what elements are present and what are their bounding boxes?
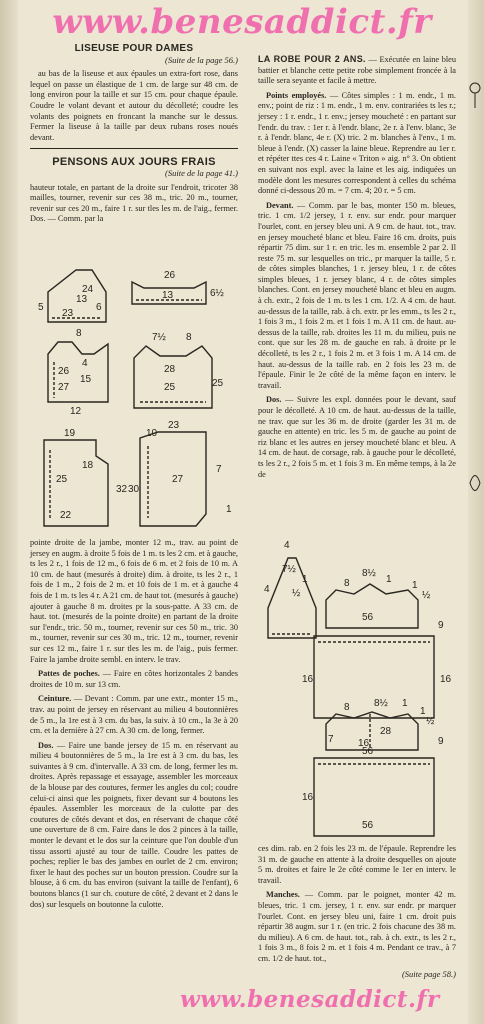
poches-label: Pattes de poches. <box>38 669 100 679</box>
dim-label: 23 <box>62 308 74 319</box>
flower-doodle-icon <box>468 80 482 110</box>
dim-label: 5 <box>38 302 44 313</box>
back-piece <box>134 346 212 408</box>
dim-label: 4 <box>264 584 270 595</box>
continued-note: (Suite page 58.) <box>401 968 456 979</box>
dim-label: 15 <box>80 374 92 385</box>
dim-label: ½ <box>422 590 431 601</box>
dim-label: 8½ <box>362 568 376 579</box>
dim-label: 16 <box>440 674 452 685</box>
watermark-bottom: www.benesaddict.fr <box>180 986 440 1013</box>
dim-label: 28 <box>164 364 176 375</box>
dim-label: 12 <box>70 406 82 417</box>
dim-label: 56 <box>362 820 374 831</box>
dim-label: 10 <box>146 428 158 439</box>
left-column-lower <box>30 538 238 914</box>
poches-text: — Faire en côtes horizontales 2 bandes droites de 10 m. sur 13 cm. <box>30 669 238 689</box>
dim-label: 6½ <box>210 288 224 299</box>
dim-label: 7 <box>216 464 222 475</box>
pensons-text: hauteur totale, en partant de la droite sur l'endroit, tricoter 38 mailles, tourner, revenir sur ces 38 m., tric. 20 m., tourner, revenir sur ces 20 m., faire 1 r. sur tles les m. de l'aig., fermer. Dos. — Comm. par la <box>30 182 238 224</box>
points-label: Points employés. <box>266 90 327 100</box>
dim-label: 25 <box>164 382 176 393</box>
dim-label: 8 <box>76 328 82 339</box>
dim-label: 32 <box>116 484 128 495</box>
dim-label: 13 <box>162 290 174 301</box>
dim-label: 30 <box>128 484 140 495</box>
dim-label: 25 <box>212 378 224 389</box>
pensons-subtitle: (Suite de la page 41.) <box>165 167 238 178</box>
dim-label: 8 <box>186 332 192 343</box>
dim-label: 9 <box>438 620 444 631</box>
dim-label: 9 <box>438 736 444 747</box>
dim-label: 7½ <box>152 332 166 343</box>
devant-text: — Comm. par le bas, monter 150 m. bleues, tric. 1 cm. 1/2 jersey, 1 r. env. sur endr. pour marquer l'ourlet, cont. en jersey bleu uni. A 9 cm. de haut. tot., trav. en jersey moucheté blanc et bleu. Faire 16 cm. droits, puis répartir 75 dim. sur 1 r. en tric. les m. ensemble 2 par 2. Il reste 75 m. sur lesquelles on tric., pr marquer la taille, 5 r. de côtes simples blanches, 1 r. jersey bleu, 1 r. de côtes simples bleues, 1 r. jersey blanc, 4 r. de côtes simples blanches. Cont. en jersey moucheté blanc et bleu en augm. à ch. extr., 2 fois de 1 m. ts les 1 cm. 1/2. A 4 cm. de haut. au-dessus de la taille, rab. à ch. extr. pr les emm., ts les 2 r., 1 fois 3 m., 1 fois 2 m. et 1 fois 1 m. A 11 cm. de haut. au-dessus de la taille, rab. droites les 11 m. du milieu, puis ne cont. que sur les 28 m. de gauche en rab. à droite pr le décolleté, ts les 2 r., 1 fois 2 m. et 3 fois 1 m. A 14 cm. de haut. au-dessus de la taille rab. en 2 fois les 23 m. de l'épaule. Finir le 2e côté de la même façon en interv. le travail. <box>258 200 457 390</box>
dim-label: 1 <box>302 574 308 585</box>
dim-label: 4 <box>284 540 290 551</box>
liseuse-title: LISEUSE POUR DAMES <box>74 43 194 54</box>
dim-label: 27 <box>172 474 184 485</box>
front-piece <box>48 342 108 402</box>
robe-dos-text: — Suivre les expl. données pour le devant, sauf pour le décolleté. A 10 cm. de haut. au-dessus de la taille, ne trav. que sur les 36 m. de droite (garder les 31 m. de gauche en attente) en tric. les 5 m. de gauche au point de riz blanc et les autres en jersey moucheté blanc et bleu. A 14 cm. de haut. de corsage, rab. à gauche pour le décolleté, ts les 2 r., 2 fois 5 m. et 1 fois 3 m. En même temps, à la 2e de <box>258 395 456 479</box>
dim-label: 8½ <box>374 698 388 709</box>
liseuse-subtitle: (Suite de la page 56.) <box>165 54 238 65</box>
page-edge-left <box>0 0 18 1024</box>
right-column <box>258 54 456 484</box>
pensons-pattern-diagram <box>36 262 236 536</box>
section-divider <box>30 148 238 149</box>
ornament-icon <box>468 468 482 498</box>
robe-intro: — Exécutée en laine bleu battier et blanche cette petite robe simplement froncée à la taille sera seyante et facile à mettre. <box>258 55 457 86</box>
dim-label: 7 <box>328 734 334 745</box>
manches-text: — Comm. par le poignet, monter 42 m. bleues, tric. 1 cm. jersey, 1 r. env. sur endr. pr marquer l'ourlet. Cont. en jersey bleu uni, faire 1 cm. droit puis répartir 38 augm. sur 1 r. (en tric. 2 fois chacune des 38 m. du milieu). A 6 cm. de haut. tot., rab. à ch. extr., ts les 2 r., 1 fois 3 m., 8 fois 2 m. et 1 fois 4 m. Pendant ce trav., à 7 cm. 1/2 de haut. tot., <box>258 890 456 963</box>
left-column <box>30 44 238 229</box>
dim-label: 16 <box>302 792 314 803</box>
robe-dos-label: Dos. <box>266 395 282 405</box>
dim-label: 6 <box>96 302 102 313</box>
watermark-top: www.benesaddict.fr <box>52 2 432 42</box>
dim-label: 8 <box>344 702 350 713</box>
liseuse-text: au bas de la liseuse et aux épaules un extra-fort rose, dans lequel on passe un élastique de 1 cm. de large sur 48 cm. de long environ pour la taille et sur 15 cm. pour chaque épaule. Coudre le volant devant et autour du décolleté; coudre les volants des poignets en froncant la manche sur le dessus. Fermer la liseuse à la taille par deux rubans roses noués devant. <box>30 69 238 142</box>
dim-label: 1 <box>386 574 392 585</box>
dim-label: 1 <box>402 698 408 709</box>
dim-label: 25 <box>56 474 68 485</box>
dim-label: 16 <box>358 738 370 749</box>
points-text: — Côtes simples : 1 m. endr., 1 m. env.; point de riz : 1 m. endr., 1 m. env. contrariées ts les r.; jersey : 1 r. endr., 1 r. env.; jersey moucheté : en partant sur l'endr. du trav. : 1er r. à l'endr. blanc, 2e r. à l'env. blanc, 3e r. à l'endr. blanc, 4e r. (X) tric. 2 m. blanches à l'env., 1 m. bleue à l'endr. (X) casser la laine bleue. Reprendre au 1er r. et répéter ttes ces 4 r. Laine « Triton » aig. n° 3. On obtient en suivant nos expl. avec la laine et les aig. indiquées un modèle dont les mesures correspondent à celles du schéma donné ci-dessous 20 m. = 7 cm. 4; 20 r. = 5 cm. <box>258 90 457 196</box>
dos-text: — Faire une bande jersey de 15 m. en réservant au milieu 4 boutonnières de 5 m., la 1re est à 3 cm. du bas, les suivantes à 9 cm. d'intervalle. A 33 cm. de long, fermer les m. droites. Après repassage et essayage, assembler les morceaux de la blouse par des coutures, fermer les angles du col; coudre celui-ci ainsi que les poignets, fixer devant sur 4 boutons les épaules. Assembler les morceaux de la culotte par des coutures de côtés devant et dos, en réservant de chaque côté une ouverture de 8 cm. Faire dans le dos 2 pinces à la taille, monter le devant et le dos sur la ceinture que l'on double d'un tissu assorti ajusté au tour de taille. Coudre les pattes de poches; replier le bas des jambes en ourlet de 2 cm. environ; fixer le haut des poches sur un bouton pression. Coudre sur la blouse, à 6 cm. du bas environ (suivant la taille de l'enfant), 6 boutons blancs (1 sur ch. couture de côté, 2 devant et 2 dans le dos) sur lesquels on boutonne la culotte. <box>30 740 238 909</box>
dim-label: 19 <box>64 428 76 439</box>
dim-label: 4 <box>82 358 88 369</box>
dim-label: 7½ <box>282 564 296 575</box>
dim-label: ½ <box>426 716 435 727</box>
dim-label: 22 <box>60 510 72 521</box>
pensons-text-2: pointe droite de la jambe, monter 12 m., trav. au point de jersey en augm. à droite 5 fois de 1 m. ts les 2 cm. et à gauche, ts les 2 r., 1 fois de 12 m., 6 fois de 6 m. et 2 fois de 10 m. A 10 cm. de haut (mesurés à droite) dim. à droite, ts les 2 r., 1 fois de 1 m., 2 fois de 2 m. et 10 fois de 1 m. et à gauche 4 fois de 1 m. ts les 4 r. A 21 cm. de haut tot. (mesurés à gauche) ajouter à gauche 8 m. droites pr la sous-patte. A 33 cm. de haut. tot. (mesurés de la pointe droite) en partant de la droite sur l'endr., tric. 50 m., tourner, revenir sur ces 50 m., tric. 30 m., tourner, revenir sur ces 30 m., tric. 12 m., tourner, revenir sur ces 12 m., faire 1 r. sur tles les m. de l'aig., puis fermer. Faire la jambe droite sembl. en interv. le trav. <box>30 538 238 664</box>
devant-label: Devant. <box>266 200 294 210</box>
dim-label: 1 <box>226 504 232 515</box>
dim-label: 56 <box>362 746 374 757</box>
dim-label: ½ <box>292 588 301 599</box>
dim-label: 28 <box>380 726 392 737</box>
dim-label: 56 <box>362 612 374 623</box>
dos-label: Dos. <box>38 740 54 750</box>
robe-end-text: ces dim. rab. en 2 fois les 23 m. de l'épaule. Reprendre les 31 m. de gauche en attente à la droite desquelles on ajoute 5 m. droites et faire le 2e côté comme le 1er en interv. le travail. <box>258 844 456 885</box>
robe-pattern-diagram <box>262 538 452 838</box>
dim-label: 18 <box>82 460 94 471</box>
pensons-title: PENSONS AUX JOURS FRAIS <box>52 156 216 169</box>
dim-label: 16 <box>302 674 314 685</box>
dim-label: 23 <box>168 420 180 431</box>
manches-label: Manches. <box>266 890 300 900</box>
ceinture-text: — Devant : Comm. par une extr., monter 15 m., trav. au point de jersey en réservant au milieu 4 boutonnières de 5 m., la 1re est à 3 cm. du bas, la suiv. à 10 cm., la 3e à 20 cm. et la dernière à 27 cm. A 30 cm. de long, fermer. <box>30 694 238 736</box>
dim-label: 26 <box>164 270 176 281</box>
dim-label: 1 <box>420 706 426 717</box>
dim-label: 8 <box>344 578 350 589</box>
dim-label: 1 <box>412 580 418 591</box>
dim-label: 13 <box>76 294 88 305</box>
right-column-lower <box>258 844 456 983</box>
page-edge-right <box>468 0 484 1024</box>
robe-title: LA ROBE POUR 2 ANS. <box>258 54 366 64</box>
dim-label: 27 <box>58 382 70 393</box>
ceinture-label: Ceinture. <box>38 694 72 704</box>
dim-label: 24 <box>82 284 94 295</box>
dim-label: 26 <box>58 366 70 377</box>
culotte-left <box>44 440 108 526</box>
robe-back-skirt <box>314 758 434 836</box>
